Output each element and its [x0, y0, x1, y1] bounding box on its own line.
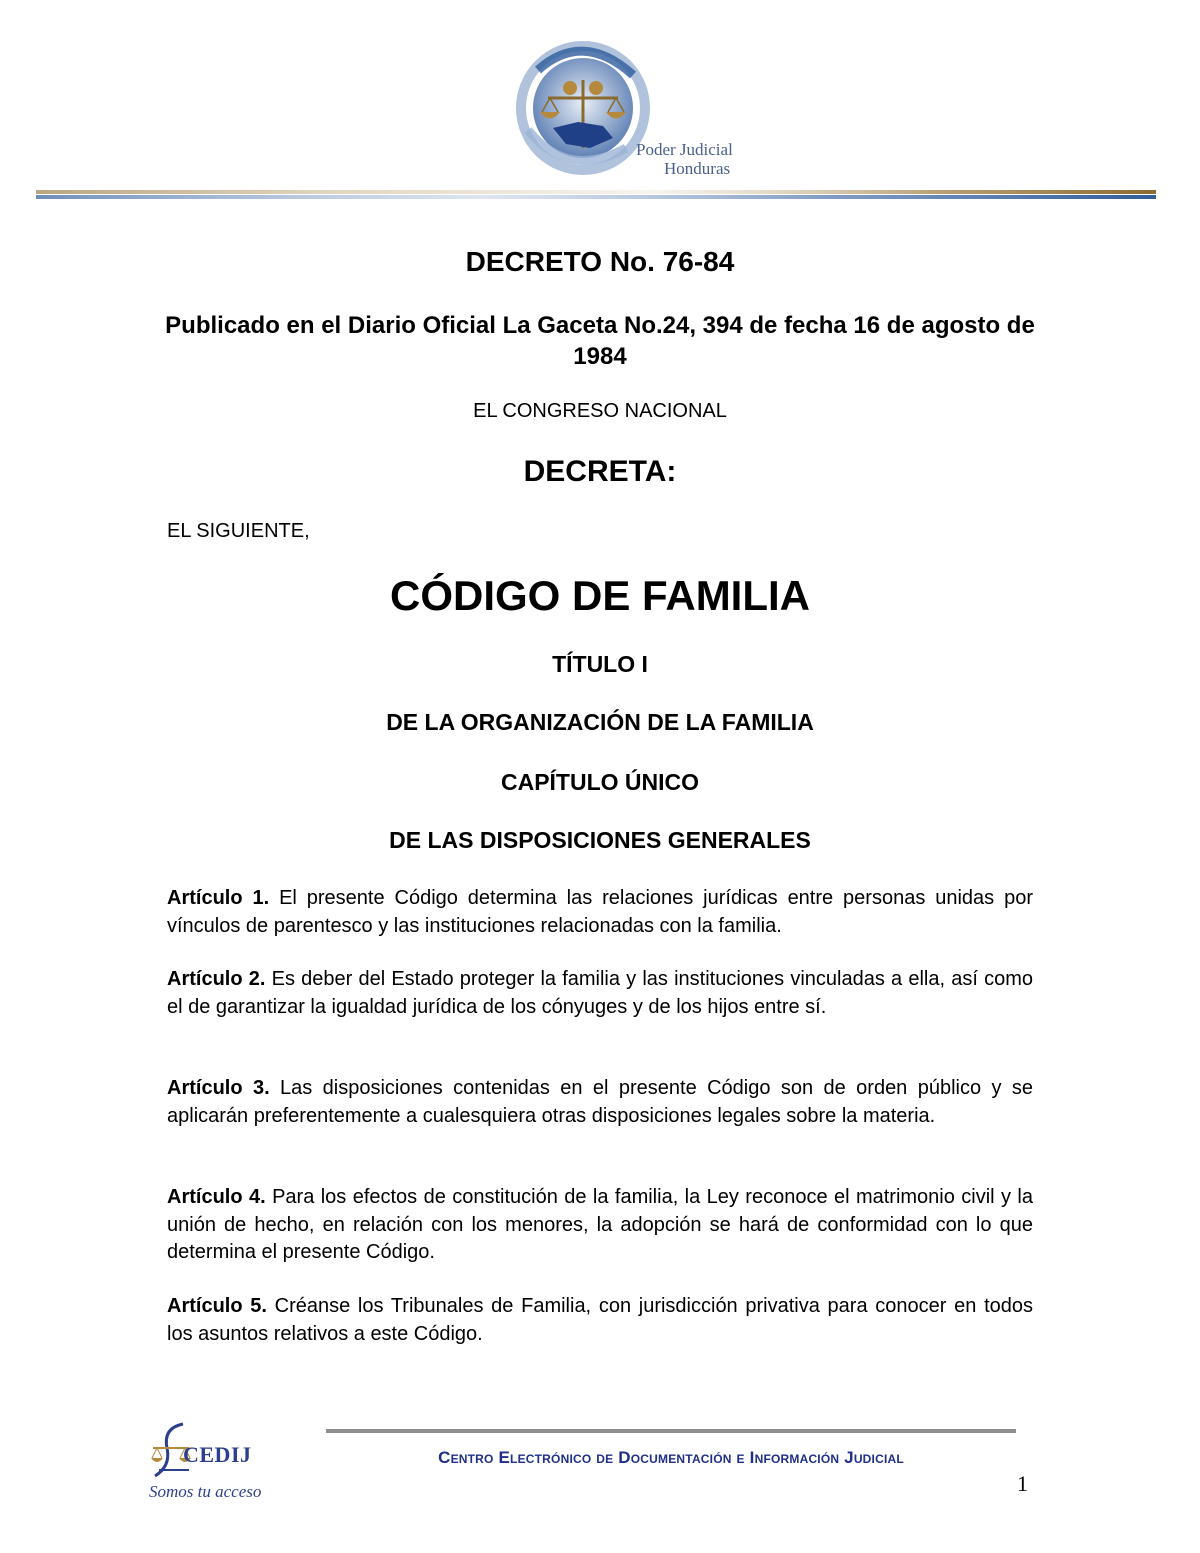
article-label: Artículo 5. [167, 1295, 267, 1317]
article-label: Artículo 1. [167, 887, 270, 909]
siguiente-text: EL SIGUIENTE, [167, 520, 310, 542]
article-text: Créanse los Tribunales de Familia, con jurisdicción privativa para conocer en todos los asuntos relativos a este Código. [167, 1295, 1033, 1345]
article-3 [167, 1075, 1033, 1130]
footer-institution: Centro Electrónico de Documentación e Información Judicial [438, 1448, 904, 1467]
header-divider [36, 187, 1156, 201]
article-text: Es deber del Estado proteger la familia y las instituciones vinculadas a ella, así como el de garantizar la igualdad jurídica de los cónyuges y de los hijos entre sí. [167, 968, 1033, 1018]
cedij-logo [145, 1418, 295, 1508]
footer-divider [326, 1429, 1016, 1433]
article-text: Las disposiciones contenidas en el presente Código son de orden público y se aplicarán preferentemente a cualesquiera otras disposiciones legales sobre la materia. [167, 1077, 1033, 1127]
cedij-name: CEDIJ [183, 1442, 252, 1467]
code-title: CÓDIGO DE FAMILIA [390, 572, 810, 619]
article-5 [167, 1293, 1033, 1348]
page-number: 1 [1017, 1471, 1028, 1496]
title-heading: TÍTULO I [552, 651, 648, 677]
publication-note: Publicado en el Diario Oficial La Gaceta No.24, 394 de fecha 16 de agosto de 1984 [165, 312, 1035, 370]
article-label: Artículo 3. [167, 1077, 270, 1099]
article-text: El presente Código determina las relaciones jurídicas entre personas unidas por vínculos de parentesco y las instituciones relacionadas con la familia. [167, 887, 1033, 937]
title-subject: DE LA ORGANIZACIÓN DE LA FAMILIA [386, 709, 814, 735]
congress-heading: EL CONGRESO NACIONAL [473, 400, 727, 422]
article-2 [167, 966, 1033, 1021]
decree-number: DECRETO No. 76-84 [465, 246, 735, 277]
chapter-heading: CAPÍTULO ÚNICO [500, 769, 700, 795]
poder-judicial-logo [508, 30, 748, 190]
article-label: Artículo 4. [167, 1186, 266, 1208]
logo-line-2: Honduras [664, 159, 731, 178]
chapter-subject: DE LAS DISPOSICIONES GENERALES [389, 827, 811, 853]
decreta-heading: DECRETA: [523, 455, 677, 488]
article-1 [167, 885, 1033, 940]
logo-line-1: Poder Judicial [636, 140, 733, 159]
article-label: Artículo 2. [167, 968, 266, 990]
cedij-slogan: Somos tu acceso [149, 1482, 262, 1501]
article-text: Para los efectos de constitución de la familia, la Ley reconoce el matrimonio civil y la unión de hecho, en relación con los menores, la adopción se hará de conformidad con lo que determina el presente Código. [167, 1186, 1033, 1263]
article-4 [167, 1184, 1033, 1267]
